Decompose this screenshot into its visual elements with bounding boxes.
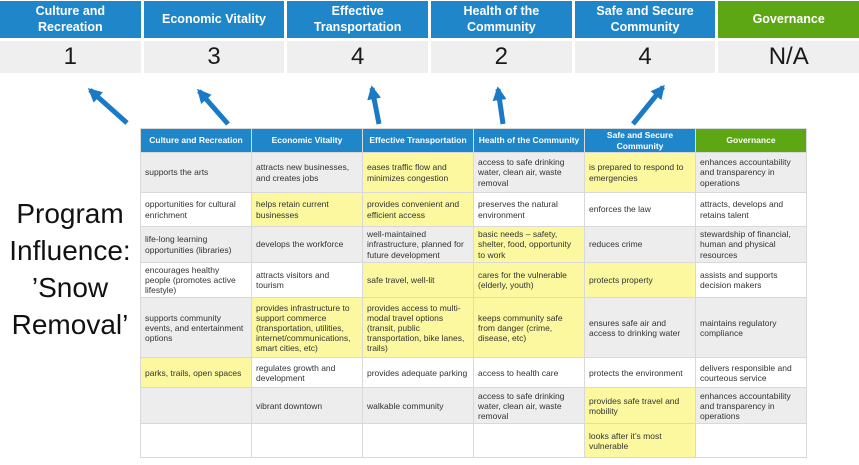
matrix-cell: access to health care bbox=[474, 358, 585, 388]
matrix-row-5 bbox=[141, 298, 807, 358]
matrix-cell: maintains regulatory compliance bbox=[696, 298, 807, 358]
matrix-cell: regulates growth and development bbox=[252, 358, 363, 388]
matrix-cell-highlighted: safe travel, well-lit bbox=[363, 263, 474, 298]
matrix-cell: walkable community bbox=[363, 388, 474, 424]
pillar-header-safe-and-secure-community: Safe and Secure Community bbox=[575, 1, 716, 38]
matrix-row-6 bbox=[141, 358, 807, 388]
matrix-cell: attracts new businesses, and creates jobs bbox=[252, 153, 363, 193]
matrix-header-safe-and-secure-community: Safe and Secure Community bbox=[585, 129, 696, 153]
matrix-cell-highlighted: provides safe travel and mobility bbox=[585, 388, 696, 424]
matrix-cell bbox=[474, 424, 585, 458]
matrix-cell-highlighted: cares for the vulnerable (elderly, youth) bbox=[474, 263, 585, 298]
up-arrow-safe-secure bbox=[633, 87, 663, 124]
program-influence-label: Program Influence: ’Snow Removal’ bbox=[9, 198, 131, 340]
matrix-cell: enforces the law bbox=[585, 193, 696, 227]
matrix-cell: supports community events, and entertainment options bbox=[141, 298, 252, 358]
matrix-cell: enhances accountability and transparency in operations bbox=[696, 388, 807, 424]
matrix-cell bbox=[696, 424, 807, 458]
matrix-cell: attracts, develops and retains talent bbox=[696, 193, 807, 227]
matrix-header-economic-vitality: Economic Vitality bbox=[252, 129, 363, 153]
matrix-cell-highlighted: looks after it’s most vulnerable bbox=[585, 424, 696, 458]
matrix-cell-highlighted: helps retain current businesses bbox=[252, 193, 363, 227]
matrix-cell: opportunities for cultural enrichment bbox=[141, 193, 252, 227]
pillar-header-effective-transportation: Effective Transportation bbox=[287, 1, 428, 38]
pillar-score-governance: N/A bbox=[718, 41, 859, 73]
matrix-header-row bbox=[141, 129, 807, 153]
matrix-row-1 bbox=[141, 153, 807, 193]
pillar-header-economic-vitality: Economic Vitality bbox=[144, 1, 285, 38]
matrix-cell-highlighted: provides access to multi-modal travel options (transit, public transportation, bike lanes, trails) bbox=[363, 298, 474, 358]
matrix-cell: access to safe drinking water, clean air, waste removal bbox=[474, 388, 585, 424]
matrix-cell bbox=[141, 424, 252, 458]
up-arrow-health bbox=[498, 89, 503, 124]
matrix-row-2 bbox=[141, 193, 807, 227]
pillar-score-row bbox=[0, 41, 859, 73]
matrix-cell: encourages healthy people (promotes active lifestyle) bbox=[141, 263, 252, 298]
up-arrow-transportation bbox=[372, 88, 379, 124]
matrix-cell: develops the workforce bbox=[252, 227, 363, 263]
matrix-cell-highlighted: eases traffic flow and minimizes congestion bbox=[363, 153, 474, 193]
matrix-cell: delivers responsible and courteous service bbox=[696, 358, 807, 388]
matrix-cell: supports the arts bbox=[141, 153, 252, 193]
matrix-cell: protects the environment bbox=[585, 358, 696, 388]
matrix-header-governance: Governance bbox=[696, 129, 807, 153]
matrix-header-culture-and-recreation: Culture and Recreation bbox=[141, 129, 252, 153]
matrix-cell: preserves the natural environment bbox=[474, 193, 585, 227]
matrix-cell-highlighted: is prepared to respond to emergencies bbox=[585, 153, 696, 193]
matrix-cell: well-maintained infrastructure, planned for future development bbox=[363, 227, 474, 263]
matrix-cell: life-long learning opportunities (libraries) bbox=[141, 227, 252, 263]
matrix-cell-highlighted: protects property bbox=[585, 263, 696, 298]
matrix-cell: reduces crime bbox=[585, 227, 696, 263]
matrix-cell bbox=[363, 424, 474, 458]
pillar-score-culture-and-recreation: 1 bbox=[0, 41, 141, 73]
up-arrow-economic bbox=[199, 91, 228, 124]
matrix-cell: vibrant downtown bbox=[252, 388, 363, 424]
influence-matrix bbox=[140, 128, 807, 458]
pillar-score-effective-transportation: 4 bbox=[287, 41, 428, 73]
matrix-header-health-of-the-community: Health of the Community bbox=[474, 129, 585, 153]
matrix-cell: access to safe drinking water, clean air, waste removal bbox=[474, 153, 585, 193]
matrix-row-8 bbox=[141, 424, 807, 458]
pillar-header-governance: Governance bbox=[718, 1, 859, 38]
matrix-cell-highlighted: keeps community safe from danger (crime, disease, etc) bbox=[474, 298, 585, 358]
pillar-header-culture-and-recreation: Culture and Recreation bbox=[0, 1, 141, 38]
up-arrow-culture bbox=[90, 90, 127, 123]
pillar-score-health-of-the-community: 2 bbox=[431, 41, 572, 73]
pillar-score-safe-and-secure-community: 4 bbox=[575, 41, 716, 73]
matrix-header-effective-transportation: Effective Transportation bbox=[363, 129, 474, 153]
matrix-cell-highlighted: basic needs – safety, shelter, food, opportunity to work bbox=[474, 227, 585, 263]
pillar-score-economic-vitality: 3 bbox=[144, 41, 285, 73]
matrix-cell: attracts visitors and tourism bbox=[252, 263, 363, 298]
matrix-cell: ensures safe air and access to drinking water bbox=[585, 298, 696, 358]
matrix-cell: assists and supports decision makers bbox=[696, 263, 807, 298]
matrix-cell: provides adequate parking bbox=[363, 358, 474, 388]
matrix-row-7 bbox=[141, 388, 807, 424]
matrix-cell-highlighted: parks, trails, open spaces bbox=[141, 358, 252, 388]
pillar-header-row bbox=[0, 1, 859, 38]
matrix-cell bbox=[141, 388, 252, 424]
matrix-cell-highlighted: provides convenient and efficient access bbox=[363, 193, 474, 227]
matrix-cell-highlighted: provides infrastructure to support commerce (transportation, utilities, internet/communications, smart cities, etc) bbox=[252, 298, 363, 358]
pillar-header-health-of-the-community: Health of the Community bbox=[431, 1, 572, 38]
matrix-cell: stewardship of financial, human and physical resources bbox=[696, 227, 807, 263]
matrix-row-3 bbox=[141, 227, 807, 263]
matrix-cell bbox=[252, 424, 363, 458]
matrix-row-4 bbox=[141, 263, 807, 298]
arrows-layer bbox=[0, 73, 859, 128]
matrix-cell: enhances accountability and transparency in operations bbox=[696, 153, 807, 193]
